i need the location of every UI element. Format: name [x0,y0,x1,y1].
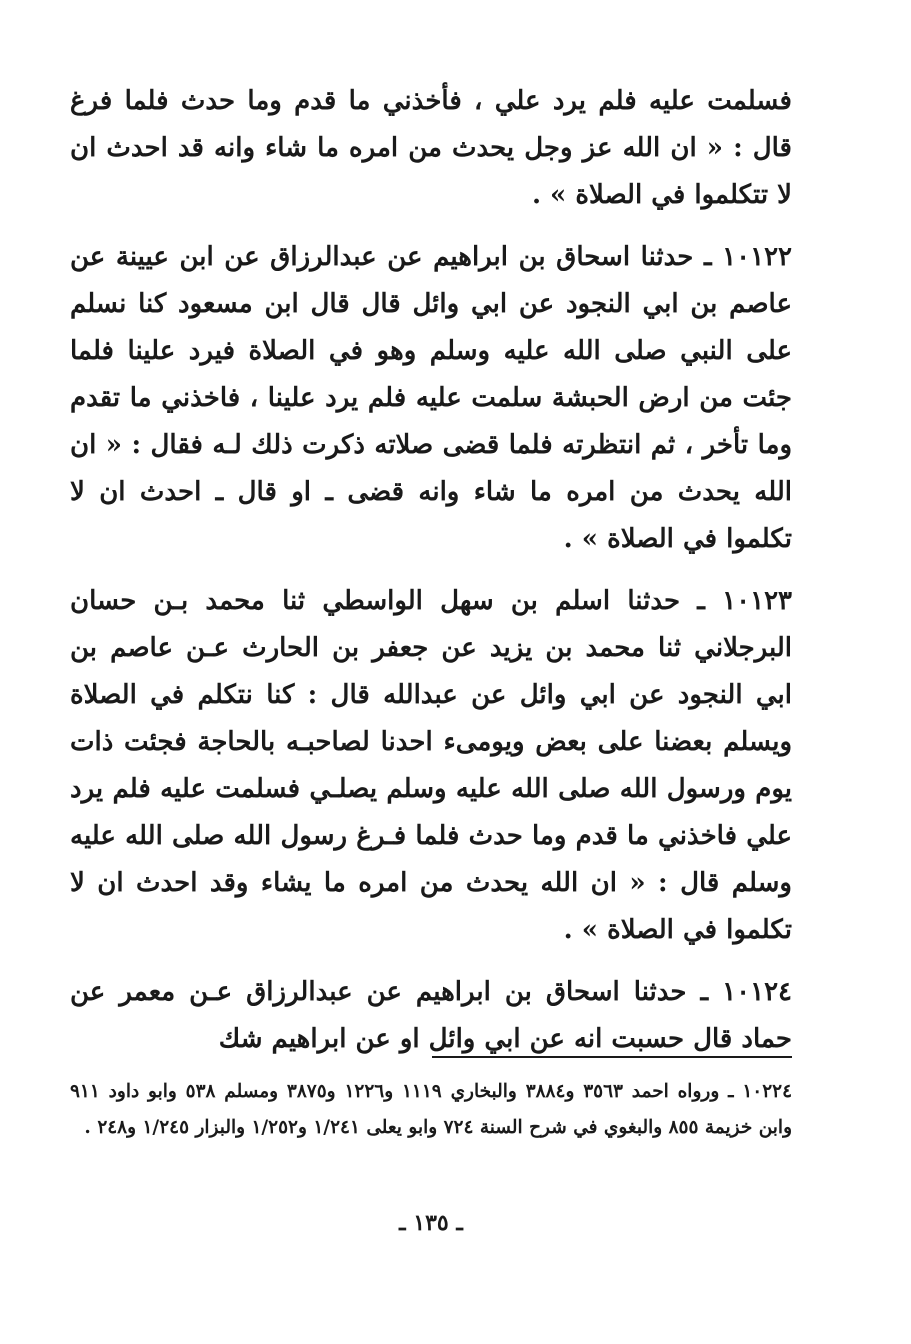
footnote: ١٠٢٢٤ ـ ورواه احمد ٣٥٦٣ و٣٨٨٤ والبخاري ١١١٩ و١٢٢٦ و٣٨٧٥ ومسلم ٥٣٨ وابو داود ٩١١ وابن خزيمة ٨٥٥ والبغوي في شرح السنة ٧٢٤ وابو يعلى ١/٢٤١ و١/٢٥٢ والبزار ١/٢٤٥ و٢٤٨ . [70,1081,793,1138]
hadith-paragraph [70,78,792,219]
hadith-text: فسلمت عليه فلم يرد علي ، فأخذني ما قدم وما حدث فلما فرغ قال : « ان الله عز وجل يحدث من امره ما شاء وانه قد احدث ان لا تتكلموا في الصلاة » . [70,86,792,210]
hadith-text: ـ حدثنا اسلم بن سهل الواسطي ثنا محمد بـن حسان البرجلاني ثنا محمد بن يزيد عن جعفر بن الحارث عـن عاصم بن ابي النجود عن ابي وائل عن عبدالله قال : كنا نتكلم في الصلاة ويسلم بعضنا على بعض ويومىء احدنا لصاحبـه بالحاجة فجئت ذات يوم ورسول الله صلى الله عليه وسلم يصلـي فسلمت عليه فلم يرد علي فاخذني ما قدم وما حدث فلما فـرغ رسول الله صلى الله عليه وسلم قال : « ان الله يحدث من امره ما يشاء وقد احدث ان لا تكلموا في الصلاة » . [70,586,792,945]
page-number: ـ ١٣٥ ـ [399,1210,463,1236]
hadith-paragraph [70,578,792,954]
hadith-number: ١٠١٢٢ [722,242,792,272]
hadith-text: ـ حدثنا اسحاق بن ابراهيم عن عبدالرزاق عـن معمر عن حماد قال حسبت انه عن ابي وائل او عن ابراهيم شك [70,977,792,1054]
footnote-separator [432,1056,792,1058]
hadith-paragraph [70,234,792,563]
hadith-paragraph [70,969,792,1063]
hadith-number: ١٠١٢٤ [722,977,792,1007]
book-page [70,78,792,1258]
hadith-number: ١٠١٢٣ [722,586,792,616]
hadith-text: ـ حدثنا اسحاق بن ابراهيم عن عبدالرزاق عن ابن عيينة عن عاصم بن ابي النجود عن ابي وائل قال قال ابن مسعود كنا نسلم على النبي صلى الله عليه وسلم وهو في الصلاة فيرد علينا فلما جئت من ارض الحبشة سلمت عليه فلم يرد علينا ، فاخذني ما تقدم وما تأخر ، ثم انتظرته فلما قضى صلاته ذكرت ذلك لـه فقال : « ان الله يحدث من امره ما شاء وانه قضى ـ او قال ـ احدث ان لا تكلموا في الصلاة » . [70,242,792,554]
